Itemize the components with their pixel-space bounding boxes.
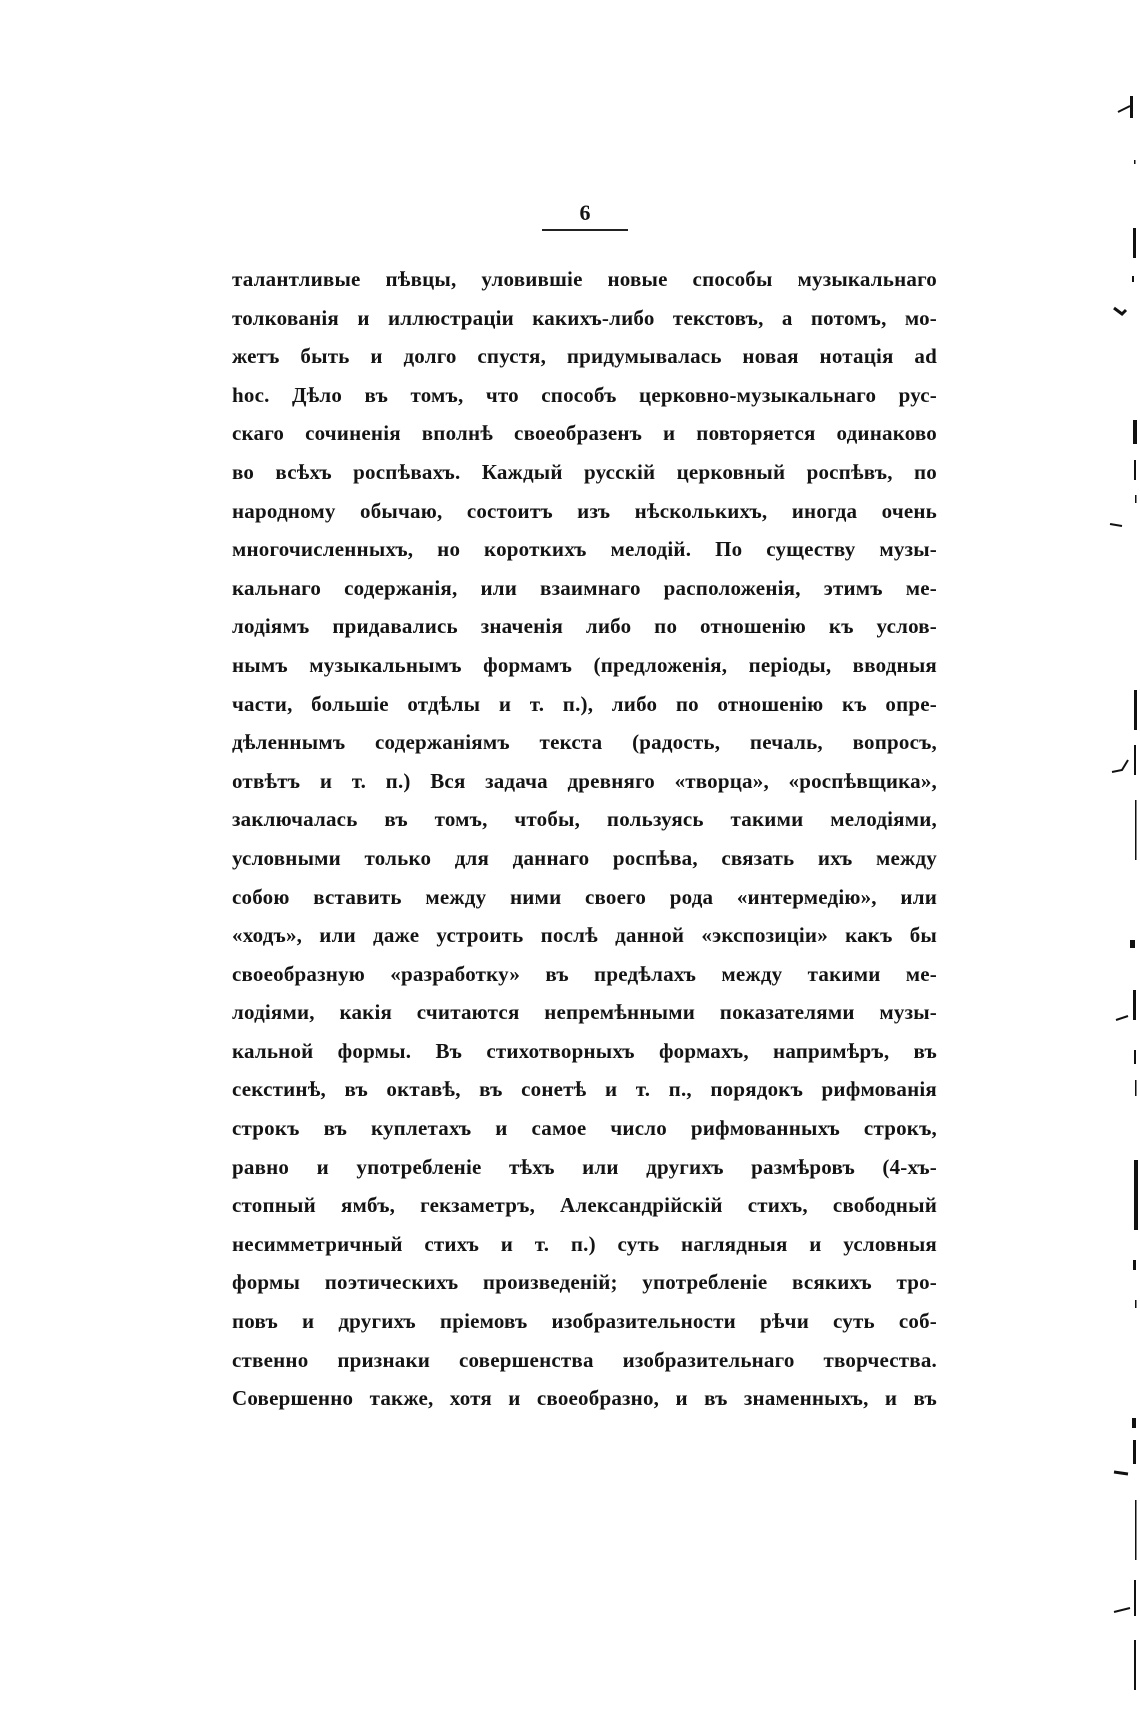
text-line: стопный ямбъ, гекзаметръ, Александрійскій стихъ, свободный xyxy=(232,1193,937,1218)
text-line: кальнаго содержанія, или взаимнаго расположенія, этимъ ме- xyxy=(232,575,937,600)
text-line: лодіями, какія считаются непремѣнными показателями музы- xyxy=(232,1000,937,1025)
text-line: дѣленнымъ содержаніямъ текста (радость, печаль, вопросъ, xyxy=(232,730,937,755)
text-line: народному обычаю, состоитъ изъ нѣсколькихъ, иногда очень xyxy=(232,498,937,523)
text-line: строкъ въ куплетахъ и самое число рифмованныхъ строкъ, xyxy=(232,1116,937,1141)
text-line: кальной формы. Въ стихотворныхъ формахъ, напримѣръ, въ xyxy=(232,1038,937,1063)
text-line: «ходъ», или даже устроить послѣ данной «экспозиціи» какъ бы xyxy=(232,923,937,948)
text-line: повъ и другихъ пріемовъ изобразительности рѣчи суть соб- xyxy=(232,1309,937,1334)
text-line: нымъ музыкальнымъ формамъ (предложенія, періоды, вводныя xyxy=(232,652,937,677)
text-line: лодіямъ придавались значенія либо по отношенію къ услов- xyxy=(232,614,937,639)
text-line: жетъ быть и долго спустя, придумывалась новая нотація ad xyxy=(232,344,937,369)
text-line: своеобразную «разработку» въ предѣлахъ между такими ме- xyxy=(232,961,937,986)
text-line: Совершенно также, хотя и своеобразно, и въ знаменныхъ, и въ xyxy=(232,1386,937,1411)
page-number-rule xyxy=(542,229,628,231)
text-line: толкованія и иллюстраціи какихъ-либо текстовъ, а потомъ, мо- xyxy=(232,305,937,330)
text-line: во всѣхъ роспѣвахъ. Каждый русскій церковный роспѣвъ, по xyxy=(232,459,937,484)
text-line: скаго сочиненія вполнѣ своеобразенъ и повторяется одинаково xyxy=(232,421,937,446)
text-line: формы поэтическихъ произведеній; употребленіе всякихъ тро- xyxy=(232,1270,937,1295)
text-line: собою вставить между ними своего рода «интермедію», или xyxy=(232,884,937,909)
text-line: отвѣтъ и т. п.) Вся задача древняго «творца», «роспѣвщика», xyxy=(232,768,937,793)
text-line: заключалась въ томъ, чтобы, пользуясь такими мелодіями, xyxy=(232,807,937,832)
text-line: талантливые пѣвцы, уловившіе новые способы музыкальнаго xyxy=(232,267,937,291)
text-line: равно и употребленіе тѣхъ или другихъ размѣровъ (4-хъ- xyxy=(232,1154,937,1179)
text-line: условными только для даннаго роспѣва, связать ихъ между xyxy=(232,845,937,870)
text-line: ственно признаки совершенства изобразительнаго творчества. xyxy=(232,1347,937,1372)
text-line: части, большіе отдѣлы и т. п.), либо по отношенію къ опре- xyxy=(232,691,937,716)
text-line: hoc. Дѣло въ томъ, что способъ церковно-музыкальнаго рус- xyxy=(232,382,937,407)
body-text xyxy=(232,260,937,1418)
text-line: несимметричный стихъ и т. п.) суть наглядныя и условныя xyxy=(232,1231,937,1256)
text-line: многочисленныхъ, но короткихъ мелодій. По существу музы- xyxy=(232,537,937,562)
scan-edge-marks xyxy=(1100,0,1140,1719)
scan-edge-marks-graphic xyxy=(1100,0,1140,1719)
page-number: 6 xyxy=(579,200,591,225)
text-line: секстинѣ, въ октавѣ, въ сонетѣ и т. п., порядокъ рифмованія xyxy=(232,1077,937,1102)
